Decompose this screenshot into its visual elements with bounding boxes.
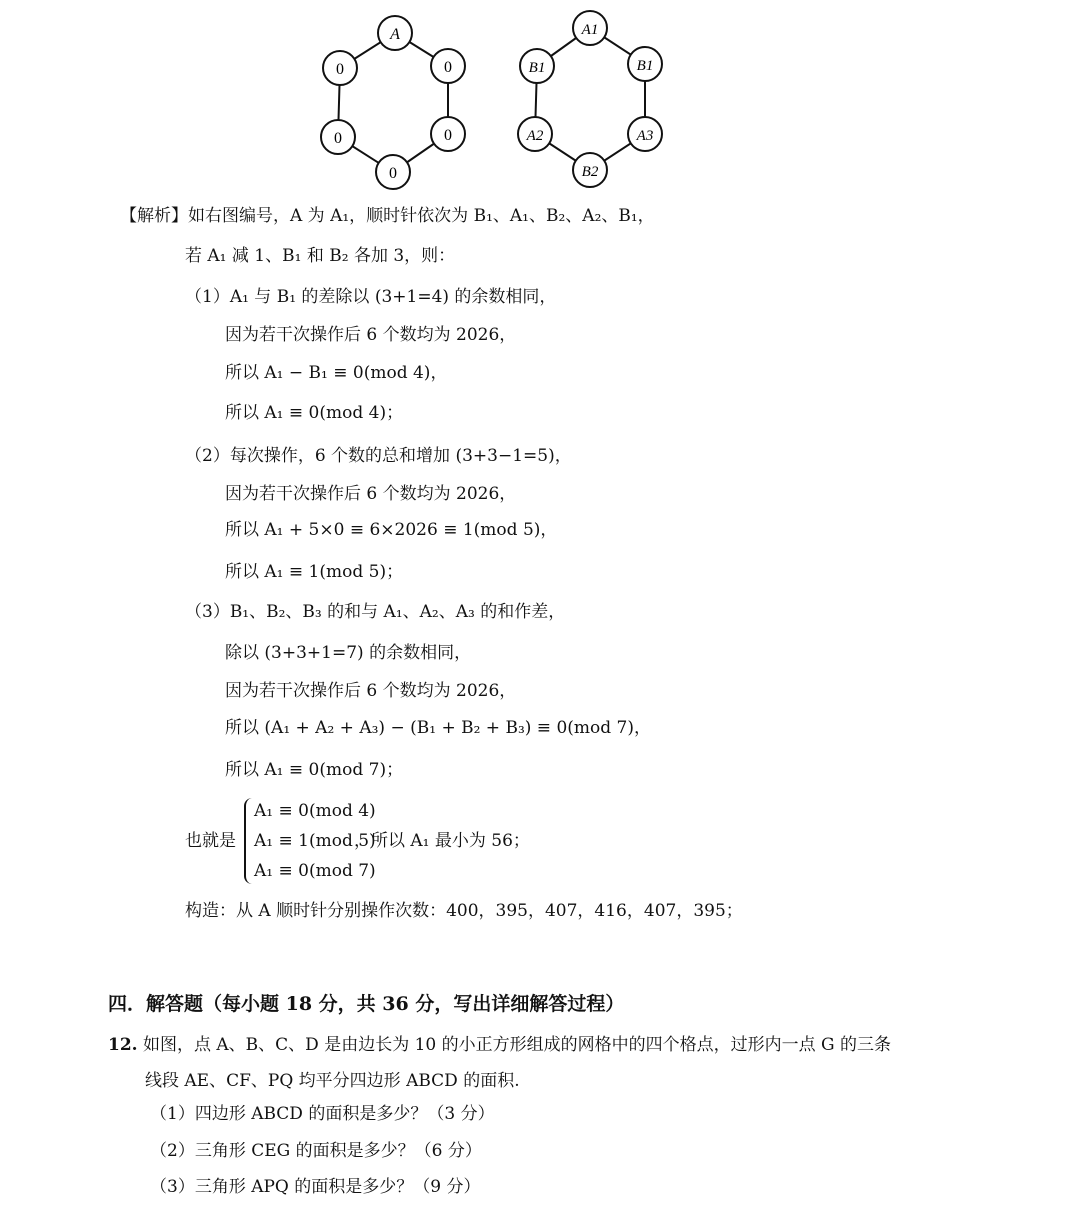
svg-text:A1: A1 xyxy=(581,22,599,38)
solution-header-tag: 【解析】 xyxy=(120,206,188,226)
right-node-top xyxy=(573,11,607,45)
left-node-top xyxy=(378,16,412,50)
left-node-upper-left xyxy=(323,51,357,85)
question12-sub1: （1）四边形 ABCD 的面积是多少？（3 分） xyxy=(150,1104,495,1124)
question12-sub2: （2）三角形 CEG 的面积是多少？（6 分） xyxy=(150,1141,482,1161)
svg-text:A: A xyxy=(390,26,400,43)
svg-text:A2: A2 xyxy=(526,128,544,144)
solution-assume: 若 A₁ 减 1、B₁ 和 B₂ 各加 3，则： xyxy=(185,246,456,266)
part1-line1: （1）A₁ 与 B₁ 的差除以 (3+1=4) 的余数相同， xyxy=(185,287,557,307)
part1-line4: 所以 A₁ ≡ 0(mod 4)； xyxy=(225,403,404,423)
svg-text:0: 0 xyxy=(444,59,452,76)
svg-text:A3: A3 xyxy=(636,128,654,144)
question-number: 12. xyxy=(108,1035,138,1055)
right-node-upper-left xyxy=(520,49,554,83)
system-eq3: A₁ ≡ 0(mod 7) xyxy=(254,861,376,881)
part3-line3: 因为若干次操作后 6 个数均为 2026， xyxy=(225,681,517,701)
left-hexagon xyxy=(321,16,465,189)
left-node-bottom xyxy=(376,155,410,189)
part3-line2: 除以 (3+3+1=7) 的余数相同， xyxy=(225,643,472,663)
svg-text:0: 0 xyxy=(389,165,397,182)
left-node-upper-right xyxy=(431,49,465,83)
construction: 构造：从 A 顺时针分别操作次数：400，395，407，416，407，395； xyxy=(185,901,743,921)
svg-text:0: 0 xyxy=(444,127,452,144)
svg-text:B2: B2 xyxy=(581,164,599,180)
system-eq1: A₁ ≡ 0(mod 4) xyxy=(254,801,376,821)
system-result: ，所以 A₁ 最小为 56； xyxy=(354,831,530,851)
solution-intro: 如右图编号，A 为 A₁，顺时针依次为 B₁、A₁、B₂、A₂、B₁， xyxy=(188,206,655,226)
svg-text:0: 0 xyxy=(334,130,342,147)
right-node-upper-right xyxy=(628,47,662,81)
part2-line2: 因为若干次操作后 6 个数均为 2026， xyxy=(225,484,517,504)
right-node-bottom xyxy=(573,153,607,187)
part2-line1: （2）每次操作，6 个数的总和增加 (3+3−1=5)， xyxy=(185,446,572,466)
hexagon-figures xyxy=(0,0,1080,200)
part3-line5: 所以 A₁ ≡ 0(mod 7)； xyxy=(225,760,404,780)
question12-stem-2: 线段 AE、CF、PQ 均平分四边形 ABCD 的面积. xyxy=(145,1071,520,1091)
solution-intro-line xyxy=(120,205,655,227)
part2-line4: 所以 A₁ ≡ 1(mod 5)； xyxy=(225,562,404,582)
right-node-lower-left xyxy=(518,117,552,151)
section-title: 四．解答题（每小题 18 分，共 36 分，写出详细解答过程） xyxy=(108,993,625,1015)
part1-line3: 所以 A₁ − B₁ ≡ 0(mod 4)， xyxy=(225,363,448,383)
right-node-lower-right xyxy=(628,117,662,151)
part2-line3: 所以 A₁ + 5×0 ≡ 6×2026 ≡ 1(mod 5)， xyxy=(225,520,558,540)
question12-line1 xyxy=(108,1034,891,1056)
system-eq2: A₁ ≡ 1(mod 5) xyxy=(254,831,376,851)
question12-stem-1: 如图，点 A、B、C、D 是由边长为 10 的小正方形组成的网格中的四个格点，过形内一点 G 的三条 xyxy=(142,1035,892,1055)
svg-text:B1: B1 xyxy=(636,58,654,74)
right-hexagon xyxy=(518,11,662,187)
left-node-lower-right xyxy=(431,117,465,151)
part3-line1: （3）B₁、B₂、B₃ 的和与 A₁、A₂、A₃ 的和作差， xyxy=(185,602,566,622)
question12-sub3: （3）三角形 APQ 的面积是多少？（9 分） xyxy=(150,1177,481,1197)
system-prefix: 也就是 xyxy=(185,831,236,851)
left-node-lower-left xyxy=(321,120,355,154)
part3-line4: 所以 (A₁ + A₂ + A₃) − (B₁ + B₂ + B₃) ≡ 0(mod 7)， xyxy=(225,718,651,738)
svg-text:0: 0 xyxy=(336,61,344,78)
svg-text:B1: B1 xyxy=(528,60,546,76)
part1-line2: 因为若干次操作后 6 个数均为 2026， xyxy=(225,325,517,345)
